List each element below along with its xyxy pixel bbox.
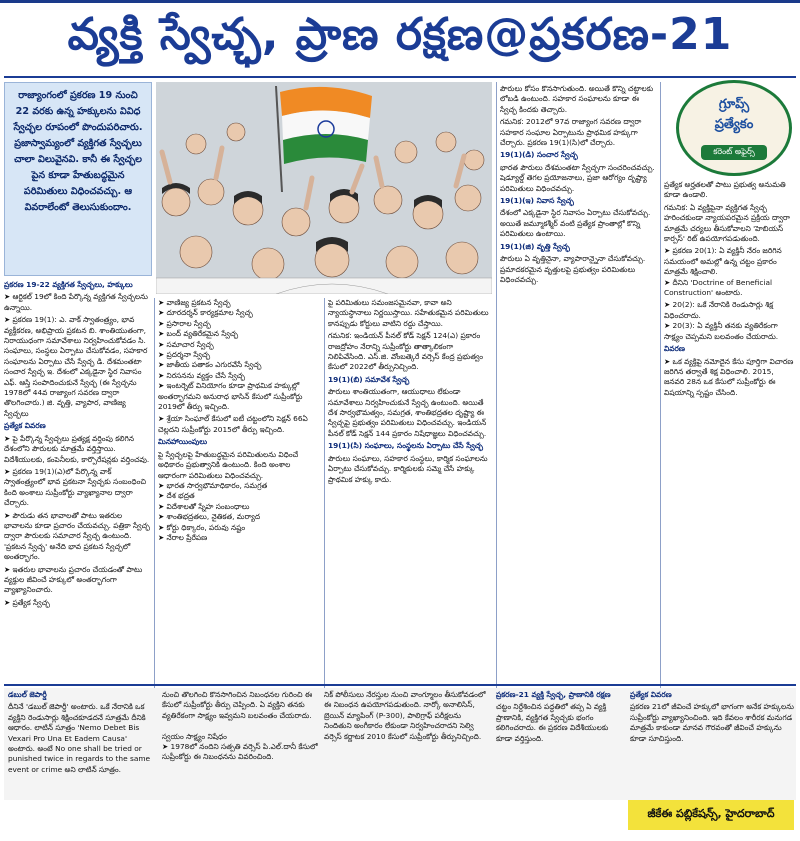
section-text: దీనినే 'డబుల్ జెపార్డీ' అంటారు. ఒకే నేరానికి ఒక వ్యక్తిని రెండుసార్లు శిక్షించకూడదనే సూత్రమే దీనికి ఆధారం. లాటిన్ సూత్రం 'Nemo Debet Bis Vexari Pro Una Et Eadem Causa' అంటారు. అంటే No one shall be tried or punished twice in regards to the same event or crime అని లాటిన్ సూత్రం. — [8, 702, 151, 774]
section-text: నుంచి తొలగించి కొనసాగించిన నిబంధనల గురించి ఈ కేసులో సుప్రీంకోర్టు తీర్పు చెప్పింది. ఏ వ్యక్తిని తనకు వ్యతిరేకంగా సాక్ష్యం ఇవ్వమని బలవంతం చేయరాదు. స్వయం సాక్ష్యం నిషేధం ➤ 1978లో నందిని సత్పతి వర్సెస్ పి.ఎల్.దానీ కేసులో సుప్రీంకోర్టు ఈ నిబంధనను వివరించింది. — [162, 690, 318, 762]
crowd-flag-photo — [156, 82, 492, 294]
section-text: ➤ 20(2): ఒకే నేరానికి రెండుసార్లు శిక్ష విధించరాదు. ➤ 20(3): ఏ వ్యక్తినీ తనకు వ్యతిరేకంగా సాక్ష్యం చెప్పమని బలవంతం చేయరాదు. — [664, 300, 779, 341]
section-text: భారత పౌరులు దేశమంతటా స్వేచ్ఛగా సంచరించవచ్చు. షెడ్యూల్డ్ తెగల ప్రయోజనాలు, ప్రజా ఆరోగ్యం దృష్ట్యా పరిమితులు విధించవచ్చు. — [500, 162, 655, 193]
column-divider — [660, 82, 661, 782]
section-text: ➤ ఒక వ్యక్తిపై నమోదైన కేసు పూర్తిగా విచారణ జరిగిన తర్వాతే శిక్ష విధించాలి. 2015, జనవరి 28న ఒక కేసులో సుప్రీంకోర్టు ఈ విషయాన్ని స్పష్టం చేసింది. — [664, 356, 794, 397]
section-text: ➤ పౌరుడు తన భావాలతో పాటు ఇతరుల భావాలను కూడా ప్రచారం చేయవచ్చు. పత్రికా స్వేచ్ఛ ద్వారా పౌరులకు సమాచార స్వేచ్ఛ ఉంటుంది. 'ప్రకటన స్వేచ్ఛ' అనేది భావ ప్రకటన స్వేచ్ఛలో అంతర్భాగం. — [4, 510, 150, 562]
section-text: ➤ శ్రేయా సింఘాల్ కేసులో ఐటీ చట్టంలోని సెక్షన్ 66ఏ చెల్లదని సుప్రీంకోర్టు 2015లో తీర్పు ఇచ్చింది. — [158, 414, 308, 434]
section-text: గమనిక: ఏ వ్యక్తిపైనా వ్యక్తిగత స్వేచ్ఛ హరించకుండా న్యాయపరమైన ప్రక్రియ ద్వారా మాత్రమే చర్యలు తీసుకోవాలని 'హెబియస్ కార్పస్' రిట్ ఉపయోగపడుతుంది. — [664, 202, 790, 244]
page-headline: వ్యక్తి స్వేచ్ఛ, ప్రాణ రక్షణ@ప్రకరణ-21 — [67, 9, 733, 60]
section-text: నిక్‌ పోలీసులు నేరస్తుల నుంచి వాంగ్మూలం తీసుకోవడంలో ఈ నిబంధన ఉపయోగపడుతుంది. నార్కో అనాలిసిస్, బ్రెయిన్ మ్యాపింగ్ (P-300), పాలిగ్రాఫ్ పరీక్షలను నిందితుని అంగీకారం లేకుండా నిర్వహించరాదని సెల్వి వర్సెస్ కర్ణాటక 2010 కేసులో సుప్రీంకోర్టు తీర్పునిచ్చింది. — [324, 690, 486, 741]
bottom-column-5 — [630, 690, 794, 798]
section-heading: ప్రకరణ 19-22 వ్యక్తిగత స్వేచ్ఛలు, హక్కులు — [4, 280, 133, 289]
column-4 — [500, 84, 656, 780]
bottom-column-4 — [496, 690, 626, 798]
bottom-column-1 — [8, 690, 156, 798]
section-text: పై స్వేచ్ఛలపై హేతుబద్ధమైన పరిమితులను విధించే అధికారం ప్రభుత్వానికి ఉంటుంది. కింది అంశాల ఆధారంగా పరిమితులు విధించవచ్చు. ➤ భారత సార్వభౌమాధికారం, సమగ్రత ➤ దేశ భద్రత ➤ విదేశాలతో స్నేహ సంబంధాలు ➤ శాంతిభద్రతలు, నైతికత, మర్యాద ➤ కోర్టు ధిక్కారం, పరువు నష్టం ➤ నేరాల ప్రేరేపణ — [158, 449, 299, 542]
column-divider — [496, 82, 497, 782]
section-text: పౌరులు ఏ వృత్తినైనా, వ్యాపారాన్నైనా చేసుకోవచ్చు. ప్రమాదకరమైన వృత్తులపై ప్రభుత్వం పరిమితులు విధించవచ్చు. — [500, 254, 646, 284]
headline-rule — [4, 76, 796, 78]
section-text: ప్రకరణ 21లో జీవించే హక్కులో భాగంగా అనేక హక్కులను సుప్రీంకోర్టు వ్యాఖ్యానించింది. ఇది కేవలం శారీరక మనుగడ మాత్రమే కాకుండా మానవ గౌరవంతో జీవించే హక్కును కూడా సూచిస్తుంది. — [630, 702, 794, 743]
section-heading: ప్రత్యేక వివరణ — [4, 421, 46, 431]
section-heading: 19(1)(డి) సంచార స్వేచ్ఛ — [500, 150, 578, 160]
badge-line-2: ప్రత్యేకం — [714, 117, 754, 132]
groups-special-badge — [676, 80, 792, 176]
section-text: ➤ పై పేర్కొన్న స్వేచ్ఛలు ప్రత్యక్ష వర్తింపు కలిగిన దేశంలోని పౌరులకు మాత్రమే వర్తిస్తాయి. విదేశీయులకు, కంపెనీలకు, కార్పొరేషన్లకు వర్తించవు. — [4, 433, 150, 464]
crowd-flag-illustration — [156, 82, 492, 294]
section-text: ➤ వాణిజ్య ప్రకటన స్వేచ్ఛ ➤ దూరదర్శన్‌ కార్యక్రమాల స్వేచ్ఛ ➤ ప్రసారాల స్వేచ్ఛ ➤ బంద్‌ వ్యతిరేకమైన స్వేచ్ఛ ➤ సమాచార స్వేచ్ఛ ➤ ప్రదర్శనా స్వేచ్ఛ ➤ జాతీయ పతాకం ఎగురవేసే స్వేచ్ఛ ➤ నిరసనను వ్యక్తం చేసే స్వేచ్ఛ ➤ ఇంటర్నెట్‌ వినియోగం కూడా ప్రాథమిక హక్కుల్లో అంతర్భాగమని అనురాధ భాసిన్‌ కేసులో సుప్రీంకోర్టు 2019లో తీర్పు ఇచ్చింది. — [158, 298, 303, 412]
section-text: ➤ ప్రకరణ 19(1)(ఎ)లో పేర్కొన్న వాక్ స్వాతంత్ర్యంలో భావ ప్రకటనా స్వేచ్ఛకు సంబంధించి కింది అంశాలు సుప్రీంకోర్టు వ్యాఖ్యానాల ద్వారా చేర్చారు. — [4, 466, 147, 508]
section-text: పై పరిమితులు సమంజసమైనవా, కావా అని న్యాయస్థానాలు నిర్ణయిస్తాయి. సహేతుకమైన పరిమితులు కానప్పుడు కోర్టులు వాటిని రద్దు చేస్తాయి. — [328, 298, 489, 328]
bottom-column-2 — [162, 690, 318, 798]
bottom-band-rule — [4, 684, 796, 686]
section-heading: 19(1)(సి) సంఘాలు, సంస్థలను ఏర్పాటు చేసే స్వేచ్ఛ — [328, 441, 484, 451]
section-text: ➤ ఇతరుల భావాలను ప్రచారం చేయడంతో పాటు వ్యక్తుల జీవించే హక్కులో అంతర్భాగంగా వ్యాఖ్యానించారు. — [4, 564, 143, 595]
section-heading: ప్రకరణ-21 వ్యక్తి స్వేచ్ఛ, ప్రాణానికి రక్షణ — [496, 690, 611, 699]
section-text: ➤ ప్రకరణ 20(1): ఏ వ్యక్తినీ నేరం జరిగిన సమయంలో అమల్లో ఉన్న చట్టం ప్రకారం మాత్రమే శిక్షించాలి. ➤ దీనిని 'Doctrine of Beneficial Construction' అంటారు. — [664, 246, 782, 298]
section-text: ప్రత్యేక అర్హతలతో పాటు ప్రభుత్వ అనుమతి కూడా ఉండాలి. — [664, 180, 786, 200]
section-text: ➤ ఆర్టికల్ 19లో కింది పేర్కొన్న వ్యక్తిగత స్వేచ్ఛలను ఉన్నాయి. — [4, 292, 148, 312]
section-text: గమనిక: ఇండియన్ పీనల్ కోడ్ సెక్షన్ 124(ఎ) ప్రకారం రాజద్రోహం నేరాన్ని సుప్రీంకోర్టు తాత్కాలికంగా నిలిపివేసింది. ఎస్‌.జి. వోంబత్కెరే వర్సెస్ కేంద్ర ప్రభుత్వం కేసులో 2022లో తీర్పునిచ్చింది. — [328, 331, 483, 372]
section-heading: ప్రత్యేక వివరణ — [630, 690, 672, 699]
section-text: గమనిక: 2012లో 97వ రాజ్యాంగ సవరణ ద్వారా సహకార సంఘాల ఏర్పాటును ప్రాథమిక హక్కుగా చేర్చారు. ప్రకరణ 19(1)(సి)లో చేర్చారు. — [500, 117, 642, 148]
section-heading: డబుల్ జెపార్డీ — [8, 690, 47, 699]
section-heading: మినహాయింపులు — [158, 437, 208, 447]
section-heading: 19(1)(బి) సమావేశ స్వేచ్ఛ — [328, 374, 410, 384]
section-heading: 19(1)(జి) వృత్తి స్వేచ్ఛ — [500, 241, 570, 251]
section-heading: 19(1)(ఇ) నివాస స్వేచ్ఛ — [500, 196, 574, 206]
publisher-signature: జీకేఈ పబ్లికేషన్స్, హైదరాబాద్ — [628, 800, 794, 830]
top-accent-bar — [0, 0, 800, 3]
section-text: ➤ ప్రకరణ 19(1): ఎ. వాక్ స్వాతంత్ర్యం, భావ వ్యక్తీకరణ, అభిప్రాయ ప్రకటన బి. శాంతియుతంగా, నిరాయుధంగా సమావేశాలు నిర్వహించుకోవడం సి. సంఘాలు, సంస్థలు ఏర్పాటు చేసుకోవడం, సహకార సంఘాలను ఏర్పాటు చేసే స్వేచ్ఛ డి. దేశమంతటా సంచార స్వేచ్ఛ ఇ. దేశంలో ఎక్కడైనా స్థిర నివాసం ఎఫ్. ఆస్తి సంపాదించుకునే స్వేచ్ఛ (ఈ స్వేచ్ఛను 1978లో 44వ రాజ్యాంగ సవరణ ద్వారా తొలగించారు.) జి. వృత్తి, వ్యాపార, వాణిజ్య స్వేచ్ఛలు — [4, 315, 148, 418]
intro-box: రాజ్యాంగంలో ప్రకరణ 19 నుంచి 22 వరకు ఉన్న హక్కులను వివిధ స్వేచ్ఛల రూపంలో పొందుపరిచారు. ప్రజాస్వామ్యంలో వ్యక్తిగత స్వేచ్ఛలు చాలా విలువైనవి. కానీ ఈ స్వేచ్ఛల పైన కూడా హేతుబద్ధమైన పరిమితులు విధించవచ్చు. ఆ వివరాలేంటో తెలుసుకుందాం. — [4, 82, 152, 276]
section-text: దేశంలో ఎక్కడైనా స్థిర నివాసం ఏర్పాటు చేసుకోవచ్చు. అయితే జమ్మూకశ్మీర్ వంటి ప్రత్యేక ప్రాంతాల్లో కొన్ని పరిమితులు ఉంటాయి. — [500, 208, 651, 239]
section-text: ➤ ప్రత్యేక స్వేచ్ఛ — [4, 597, 50, 607]
bottom-column-3 — [324, 690, 490, 798]
badge-line-1: గ్రూప్స్ — [718, 97, 750, 112]
section-heading: వివరణ — [664, 344, 685, 354]
section-text: చట్టం నిర్దేశించిన పద్ధతిలో తప్ప ఏ వ్యక్తి ప్రాణానికి, వ్యక్తిగత స్వేచ్ఛకు భంగం కలిగించరాదు. ఈ ప్రకరణ విదేశీయులకు కూడా వర్తిస్తుంది. — [496, 702, 609, 743]
section-text: పౌరులు కోసం కొనసాగుతుంది. అయితే కొన్ని చట్టాలకు లోబడి ఉంటుంది. సహకార సంఘాలను కూడా ఈ స్వేచ్ఛ కిందకు తెచ్చారు. — [500, 84, 654, 114]
section-text: పౌరులు సంఘాలు, సహకార సంస్థలు, కార్మిక సంఘాలను ఏర్పాటు చేసుకోవచ్చు. కార్మికులకు సమ్మె చేసే హక్కు ప్రాథమిక హక్కు కాదు. — [328, 453, 488, 484]
section-text: పౌరులు శాంతియుతంగా, ఆయుధాలు లేకుండా సమావేశాలు నిర్వహించుకునే స్వేచ్ఛ ఉంటుంది. అయితే దేశ సార్వభౌమత్వం, సమగ్రత, శాంతిభద్రతల దృష్ట్యా ఈ స్వేచ్ఛపై ప్రభుత్వం పరిమితులు విధించవచ్చు. ఇండియన్ పీనల్ కోడ్ సెక్షన్ 144 ప్రకారం నిషేధాజ్ఞలు విధించవచ్చు. — [328, 387, 487, 438]
badge-tag: కరెంట్ అఫైర్స్ — [701, 145, 767, 160]
